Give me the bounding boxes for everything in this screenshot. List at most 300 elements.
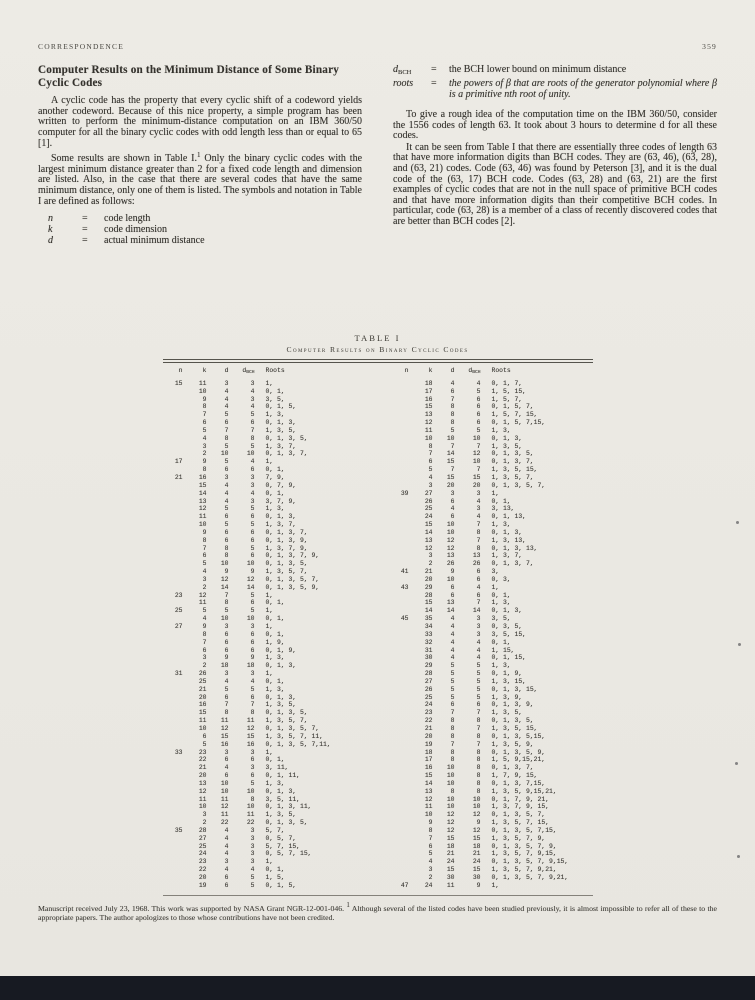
table-row <box>163 639 367 647</box>
cell-roots: 0, 1, 3, 7, 9, <box>265 552 320 560</box>
table-row <box>163 717 367 725</box>
cell-n <box>389 756 409 764</box>
cell-roots: 1, 5, 7, <box>491 395 523 403</box>
cell-k: 27 <box>424 489 433 497</box>
cell-d: 7 <box>450 442 455 450</box>
cell-d: 9 <box>224 568 229 576</box>
cell-roots: 0, 1, 3, 5, 7, 9,15, <box>491 858 569 866</box>
cell-dbch: 10 <box>246 803 255 811</box>
cell-roots: 0, 1, 3, 9, <box>491 701 534 709</box>
cell-roots: 0, 1, 3, 5, 7, <box>265 575 320 583</box>
cell-dbch: 4 <box>476 513 481 521</box>
table-row <box>163 505 367 513</box>
cell-dbch: 3 <box>476 623 481 630</box>
cell-dbch: 20 <box>472 481 481 489</box>
cell-dbch: 8 <box>250 434 255 442</box>
cell-k: 21 <box>198 685 207 693</box>
cell-n <box>389 482 409 490</box>
cell-k: 24 <box>424 513 433 521</box>
cell-d: 5 <box>450 426 455 434</box>
cell-n <box>389 819 409 827</box>
cell-n <box>389 811 409 819</box>
cell-k: 13 <box>424 787 433 795</box>
paragraph-4: It can be seen from Table I that there are essentially three codes of length 63 that have more information digits than BCH codes. They are (63, 46), (63, 28), and (63, 21) codes. Code (63, 46) was found by Peterson [3], and it is the dual code of the (63, 17) BCH code. Codes (63, 28) and (63, 21) are the first examples of cyclic codes that are not in the null space of primitive BCH codes and that have more information digits than their competitive BCH codes. In particular, code (63, 28) is a member of a class of recently discovered codes that are better than BCH codes [2]. <box>393 141 717 227</box>
cell-n <box>163 709 183 717</box>
cell-dbch: 7 <box>476 709 481 717</box>
cell-dbch: 16 <box>246 740 255 748</box>
cell-d: 6 <box>224 646 229 654</box>
table-row <box>389 866 593 874</box>
cell-d: 10 <box>446 795 455 803</box>
cell-roots: 0, 1, 3, 5, <box>265 819 308 827</box>
cell-k: 2 <box>202 662 207 670</box>
cell-n <box>389 474 409 482</box>
cell-roots: 0, 1, <box>491 591 511 599</box>
cell-d: 18 <box>220 662 229 670</box>
cell-n <box>163 819 183 827</box>
column-header-n: n <box>178 367 183 374</box>
paragraph-3: To give a rough idea of the computation time on the IBM 360/50, consider the 1556 codes of length 63. It took about 3 hours to determine d for all these codes. <box>393 109 717 142</box>
cell-roots: 1, 3, 5, 7, 15, <box>491 819 550 827</box>
table-row <box>163 709 367 717</box>
cell-k: 11 <box>198 599 207 607</box>
cell-n <box>163 858 183 866</box>
cell-d: 7 <box>224 426 229 434</box>
cell-k: 6 <box>428 842 433 850</box>
cell-roots: 0, 1, 5, 7, <box>491 403 534 411</box>
cell-k: 8 <box>428 442 433 450</box>
cell-d: 8 <box>450 787 455 795</box>
cell-roots: 0, 1, 3, <box>265 693 297 701</box>
cell-roots: 1, <box>265 670 274 678</box>
cell-n <box>163 490 183 498</box>
footnote-receipt: Manuscript received July 23, 1968. This work was supported by NASA Grant NGR-12-001-046. <box>38 904 345 913</box>
cell-n <box>389 686 409 694</box>
cell-n <box>163 741 183 749</box>
table-row <box>389 427 593 435</box>
column-header-dbch: $d_{BCH}$ <box>242 367 255 375</box>
cell-d: 8 <box>450 724 455 732</box>
cell-d: 5 <box>450 685 455 693</box>
table-row <box>163 403 367 411</box>
cell-d: 6 <box>450 701 455 709</box>
cell-k: 8 <box>202 466 207 474</box>
table-row <box>389 545 593 553</box>
table-row <box>163 662 367 670</box>
definition-n: n = code length <box>48 213 151 225</box>
cell-dbch: 5 <box>250 544 255 552</box>
cell-dbch: 3 <box>250 748 255 756</box>
cell-k: 12 <box>198 591 207 599</box>
cell-n <box>389 427 409 435</box>
table-row <box>389 701 593 709</box>
cell-roots: 0, 1, <box>491 497 511 505</box>
cell-k: 15 <box>424 521 433 529</box>
table-1 <box>163 333 593 896</box>
cell-k: 5 <box>202 426 207 434</box>
cell-n <box>389 827 409 835</box>
cell-n <box>389 458 409 466</box>
cell-dbch: 4 <box>250 866 255 874</box>
cell-roots: 0, 1, 3, 5, 7, <box>265 724 320 732</box>
cell-n <box>389 498 409 506</box>
cell-roots: 0, 1, 7, 9, 21, <box>491 795 550 803</box>
cell-dbch: 5 <box>250 591 255 599</box>
cell-k: 10 <box>198 521 207 529</box>
cell-dbch: 8 <box>476 748 481 756</box>
cell-d: 14 <box>220 583 229 591</box>
cell-k: 22 <box>198 866 207 874</box>
cell-d: 5 <box>224 505 229 513</box>
cell-k: 25 <box>198 677 207 685</box>
cell-roots: 0, 1, 3, 7,15, <box>491 779 546 787</box>
cell-n <box>163 764 183 772</box>
cell-roots: 1, 5, 15, <box>491 387 527 395</box>
cell-n <box>163 803 183 811</box>
table-row <box>389 623 593 631</box>
cell-d: 4 <box>450 615 455 623</box>
cell-d: 6 <box>224 638 229 646</box>
cell-d: 5 <box>224 685 229 693</box>
cell-dbch: 5 <box>476 693 481 701</box>
cell-d: 3 <box>224 623 229 630</box>
cell-d: 3 <box>224 379 229 387</box>
cell-k: 11 <box>198 379 207 387</box>
table-row <box>389 796 593 804</box>
cell-n <box>389 560 409 568</box>
cell-k: 6 <box>202 732 207 740</box>
cell-d: 9 <box>450 568 455 576</box>
cell-d: 5 <box>450 693 455 701</box>
cell-dbch: 3 <box>476 630 481 638</box>
table-row <box>163 388 367 396</box>
cell-k: 4 <box>202 568 207 576</box>
table-row <box>163 772 367 780</box>
cell-d: 6 <box>224 874 229 881</box>
cell-n <box>389 764 409 772</box>
cell-n <box>389 396 409 404</box>
cell-k: 28 <box>198 826 207 834</box>
table-row <box>163 443 367 451</box>
table-row <box>389 780 593 788</box>
cell-n <box>163 482 183 490</box>
cell-d: 12 <box>446 536 455 544</box>
cell-k: 3 <box>202 811 207 819</box>
left-column <box>38 64 362 246</box>
cell-n <box>389 403 409 411</box>
cell-k: 24 <box>424 701 433 709</box>
cell-n <box>163 631 183 639</box>
cell-k: 18 <box>424 748 433 756</box>
cell-n <box>389 552 409 560</box>
cell-n <box>389 505 409 513</box>
cell-n <box>389 521 409 529</box>
cell-roots: 1, 3, 5, 15, <box>491 466 538 474</box>
cell-d: 20 <box>446 481 455 489</box>
cell-k: 3 <box>202 442 207 450</box>
cell-roots: 0, 1, 5, <box>265 403 297 411</box>
table-row <box>163 686 367 694</box>
cell-n <box>163 678 183 686</box>
cell-d: 8 <box>450 756 455 764</box>
cell-dbch: 18 <box>472 842 481 850</box>
cell-k: 15 <box>424 772 433 780</box>
cell-roots: 1, 3, 5, 7, 11, <box>265 732 324 740</box>
table-row <box>163 741 367 749</box>
table-row <box>389 756 593 764</box>
cell-d: 5 <box>224 411 229 419</box>
table-row <box>163 694 367 702</box>
table-row <box>163 749 367 757</box>
cell-roots: 3, 5, <box>491 615 511 623</box>
cell-d: 4 <box>450 630 455 638</box>
cell-n <box>163 866 183 874</box>
cell-n <box>389 599 409 607</box>
cell-n <box>389 866 409 874</box>
cell-roots: 0, 1, 5, <box>265 881 297 889</box>
table-row <box>389 552 593 560</box>
cell-k: 19 <box>198 881 207 889</box>
cell-d: 5 <box>224 458 229 466</box>
cell-d: 11 <box>220 795 229 803</box>
cell-roots: 1, 3, <box>491 521 511 529</box>
cell-n <box>163 403 183 411</box>
cell-dbch: 12 <box>246 724 255 732</box>
cell-d: 4 <box>450 505 455 513</box>
cell-n <box>163 427 183 435</box>
cell-roots: 0, 1, 9, <box>491 670 523 678</box>
cell-roots: 0, 1, 3, 5, 7,11, <box>265 740 331 748</box>
cell-k: 10 <box>424 811 433 819</box>
cell-dbch: 5 <box>476 662 481 670</box>
cell-k: 20 <box>424 575 433 583</box>
table-row <box>389 599 593 607</box>
table-row <box>163 811 367 819</box>
cell-roots: 0, 1, <box>265 677 285 685</box>
table-row <box>389 694 593 702</box>
cell-d: 12 <box>220 724 229 732</box>
cell-k: 3 <box>428 866 433 874</box>
cell-dbch: 5 <box>250 607 255 615</box>
cell-d: 4 <box>224 395 229 403</box>
cell-roots: 0, 1, 3, 5, 7, 9,21, <box>491 874 569 881</box>
cell-n <box>163 788 183 796</box>
cell-d: 6 <box>450 583 455 591</box>
cell-roots: 3, 5, 11, <box>265 795 301 803</box>
cell-roots: 0, 1, 3, 7, <box>491 764 534 772</box>
cell-n <box>163 701 183 709</box>
definition-dbch: $d_{BCH}$ = the BCH lower bound on minimum distance <box>393 64 627 76</box>
cell-dbch: 5 <box>476 426 481 434</box>
cell-roots: 0, 1, 3, <box>265 513 297 521</box>
table-row <box>163 654 367 662</box>
cell-n <box>163 388 183 396</box>
table-row <box>389 560 593 568</box>
cell-k: 33 <box>424 630 433 638</box>
cell-d: 9 <box>224 654 229 662</box>
cell-n <box>163 505 183 513</box>
cell-k: 19 <box>424 740 433 748</box>
cell-roots: 1, 3, <box>265 654 285 662</box>
cell-d: 15 <box>220 732 229 740</box>
cell-dbch: 3 <box>476 489 481 497</box>
cell-dbch: 6 <box>476 403 481 411</box>
cell-dbch: 6 <box>476 575 481 583</box>
cell-n <box>163 882 183 890</box>
cell-d: 4 <box>224 481 229 489</box>
cell-n <box>163 733 183 741</box>
cell-n <box>389 435 409 443</box>
cell-dbch: 8 <box>476 717 481 725</box>
cell-n: 27 <box>174 623 183 630</box>
cell-n <box>389 419 409 427</box>
table-row <box>389 725 593 733</box>
cell-d: 12 <box>220 575 229 583</box>
cell-k: 5 <box>428 850 433 858</box>
cell-roots: 0, 1, 3, <box>265 787 297 795</box>
cell-dbch: 12 <box>472 450 481 458</box>
cell-n <box>389 858 409 866</box>
cell-k: 2 <box>428 874 433 881</box>
cell-dbch: 8 <box>476 528 481 536</box>
table-row <box>163 380 367 388</box>
cell-dbch: 6 <box>250 693 255 701</box>
table-row <box>163 537 367 545</box>
cell-d: 12 <box>446 826 455 834</box>
cell-n: 31 <box>174 670 183 678</box>
cell-n: 35 <box>174 826 183 834</box>
cell-n <box>163 537 183 545</box>
cell-d: 10 <box>446 803 455 811</box>
table-row <box>389 576 593 584</box>
cell-k: 11 <box>424 426 433 434</box>
table-row <box>389 874 593 882</box>
table-title: TABLE I <box>354 333 401 343</box>
cell-d: 4 <box>224 497 229 505</box>
cell-k: 3 <box>428 552 433 560</box>
cell-k: 2 <box>202 819 207 827</box>
cell-roots: 0, 1, 3, 5,15, <box>491 732 546 740</box>
cell-roots: 3, 11, <box>265 764 289 772</box>
cell-n <box>389 725 409 733</box>
cell-dbch: 6 <box>250 646 255 654</box>
cell-d: 3 <box>224 473 229 481</box>
table-row <box>389 686 593 694</box>
cell-dbch: 9 <box>476 819 481 827</box>
cell-d: 4 <box>224 842 229 850</box>
cell-k: 14 <box>424 528 433 536</box>
table-row <box>163 819 367 827</box>
cell-k: 5 <box>428 466 433 474</box>
cell-d: 6 <box>224 528 229 536</box>
cell-d: 8 <box>450 717 455 725</box>
cell-d: 10 <box>220 560 229 568</box>
table-row <box>389 537 593 545</box>
table-row <box>389 435 593 443</box>
cell-d: 8 <box>450 748 455 756</box>
cell-dbch: 6 <box>250 528 255 536</box>
cell-roots: 0, 3, 5, <box>491 623 523 630</box>
table-groups <box>163 367 593 890</box>
cell-d: 8 <box>450 732 455 740</box>
cell-d: 22 <box>220 819 229 827</box>
cell-roots: 1, <box>491 583 500 591</box>
cell-n <box>163 647 183 655</box>
cell-dbch: 10 <box>472 458 481 466</box>
cell-k: 10 <box>198 803 207 811</box>
table-row <box>389 490 593 498</box>
cell-k: 28 <box>424 670 433 678</box>
cell-roots: 1, 3, 7, <box>265 521 297 529</box>
cell-roots: 0, 1, 3, 5, 7, 9, <box>491 842 557 850</box>
cell-k: 14 <box>424 607 433 615</box>
table-row <box>163 780 367 788</box>
cell-k: 15 <box>198 481 207 489</box>
cell-k: 18 <box>424 379 433 387</box>
cell-d: 4 <box>224 764 229 772</box>
cell-roots: 0, 3, <box>491 575 511 583</box>
cell-roots: 0, 1, 3, 5, 9, <box>265 583 320 591</box>
cell-dbch: 3 <box>250 481 255 489</box>
cell-dbch: 11 <box>246 811 255 819</box>
cell-k: 34 <box>424 623 433 630</box>
cell-k: 6 <box>202 646 207 654</box>
cell-n <box>389 450 409 458</box>
cell-n <box>163 435 183 443</box>
cell-dbch: 8 <box>476 787 481 795</box>
table-row <box>163 584 367 592</box>
cell-dbch: 4 <box>250 489 255 497</box>
cell-roots: 0, 1, 3, 7, <box>265 528 308 536</box>
page-number: 359 <box>702 42 717 51</box>
cell-n <box>389 576 409 584</box>
cell-d: 7 <box>450 395 455 403</box>
cell-d: 10 <box>446 528 455 536</box>
table-row <box>163 615 367 623</box>
cell-k: 2 <box>202 450 207 458</box>
table-row <box>389 811 593 819</box>
cell-d: 15 <box>446 458 455 466</box>
cell-dbch: 7 <box>476 740 481 748</box>
cell-k: 11 <box>198 717 207 725</box>
table-row <box>389 741 593 749</box>
table-subtitle: Computer Results on Binary Cyclic Codes <box>286 345 469 354</box>
cell-k: 2 <box>202 583 207 591</box>
cell-roots: 0, 1, 15, <box>491 654 527 662</box>
cell-k: 25 <box>424 693 433 701</box>
cell-dbch: 3 <box>476 615 481 623</box>
cell-n <box>389 466 409 474</box>
table-row <box>389 615 593 623</box>
cell-roots: 1, 3, <box>265 505 285 513</box>
right-column <box>393 64 717 229</box>
table-row <box>389 482 593 490</box>
cell-roots: 1, <box>265 591 274 599</box>
scan-noise-dot <box>738 643 741 646</box>
cell-d: 6 <box>450 497 455 505</box>
cell-dbch: 4 <box>476 497 481 505</box>
cell-k: 10 <box>424 434 433 442</box>
table-row <box>163 756 367 764</box>
cell-n <box>389 380 409 388</box>
cell-n <box>163 498 183 506</box>
cell-k: 14 <box>424 779 433 787</box>
cell-dbch: 6 <box>250 756 255 764</box>
cell-dbch: 6 <box>476 419 481 427</box>
cell-dbch: 6 <box>250 419 255 427</box>
cell-k: 28 <box>424 591 433 599</box>
cell-roots: 1, <box>491 881 500 889</box>
